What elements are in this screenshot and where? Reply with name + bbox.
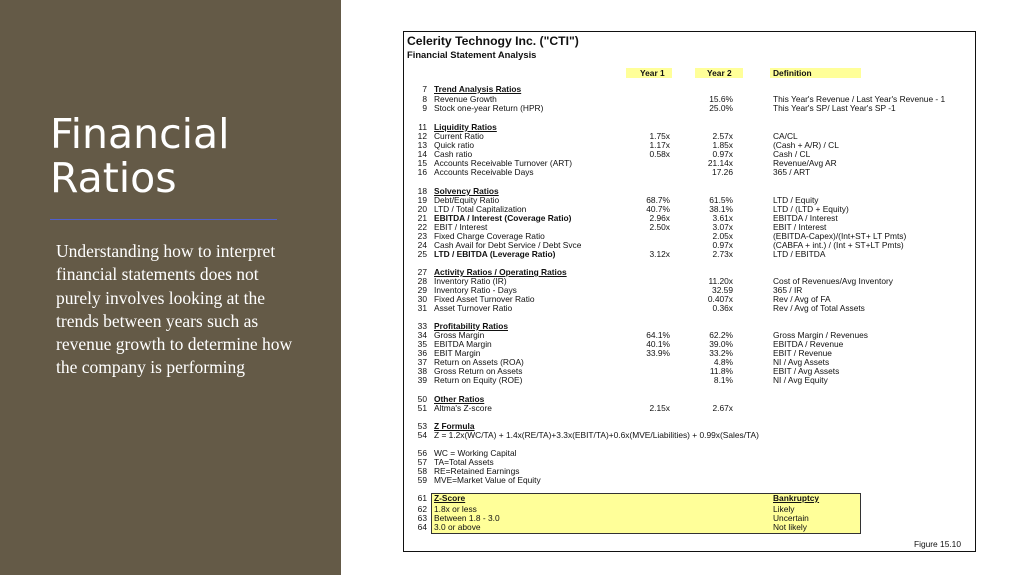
row-label: Stock one-year Return (HPR) (434, 103, 544, 113)
row-definition: (Cash + A/R) / CL (773, 140, 839, 150)
row-number: 50 (417, 394, 427, 404)
row-number: 30 (417, 294, 427, 304)
row-definition: Gross Margin / Revenues (773, 330, 868, 340)
row-year2-value: 21.14x (707, 158, 733, 168)
row-definition: EBIT / Revenue (773, 348, 832, 358)
row-definition: Likely (773, 504, 795, 514)
ratio-row (404, 85, 973, 94)
row-label: Other Ratios (434, 394, 485, 404)
row-label: Z-Score (434, 493, 466, 503)
row-label: Profitability Ratios (434, 321, 508, 331)
row-label: Z = 1.2x(WC/TA) + 1.4x(RE/TA)+3.3x(EBIT/TA)+0.6x(MVE/Liabilities) + 0.99x(Sales/TA) (434, 430, 759, 440)
row-year2-value: 4.8% (713, 357, 733, 367)
ratio-row (404, 431, 973, 440)
ratio-row (404, 322, 973, 331)
row-year1-value: 1.17x (649, 140, 670, 150)
row-number: 58 (417, 466, 427, 476)
row-label: Accounts Receivable Days (434, 167, 534, 177)
row-year2-value: 0.97x (712, 240, 733, 250)
row-definition: Rev / Avg of Total Assets (773, 303, 865, 313)
title-underline (50, 219, 277, 220)
row-label: Quick ratio (434, 140, 475, 150)
sheet-title: Celerity Technogy Inc. ("CTI") (407, 34, 579, 48)
row-year2-value: 3.07x (712, 222, 733, 232)
ratio-row (404, 404, 973, 413)
row-year1-value: 33.9% (646, 348, 670, 358)
row-label: Trend Analysis Ratios (434, 84, 522, 94)
row-definition: Rev / Avg of FA (773, 294, 831, 304)
row-label: MVE=Market Value of Equity (434, 475, 541, 485)
row-year2-value: 17.26 (712, 167, 733, 177)
slide-title (50, 112, 330, 200)
row-definition: Uncertain (773, 513, 809, 523)
row-definition: This Year's SP/ Last Year's SP -1 (773, 103, 896, 113)
row-label: EBIT Margin (434, 348, 481, 358)
row-label: EBITDA / Interest (Coverage Ratio) (434, 213, 572, 223)
row-number: 15 (417, 158, 427, 168)
row-label: Debt/Equity Ratio (434, 195, 500, 205)
row-number: 18 (417, 186, 427, 196)
row-label: Accounts Receivable Turnover (ART) (434, 158, 573, 168)
row-number: 39 (417, 375, 427, 385)
row-definition: (CABFA + int.) / (Int + ST+LT Pmts) (773, 240, 904, 250)
row-number: 37 (417, 357, 427, 367)
row-number: 23 (417, 231, 427, 241)
row-label: EBITDA Margin (434, 339, 492, 349)
row-year2-value: 39.0% (709, 339, 733, 349)
row-label: Liquidity Ratios (434, 122, 497, 132)
ratio-row (404, 250, 973, 259)
row-year2-value: 3.61x (712, 213, 733, 223)
row-number: 53 (417, 421, 427, 431)
row-number: 38 (417, 366, 427, 376)
row-definition: CA/CL (773, 131, 798, 141)
row-number: 7 (422, 84, 427, 94)
row-year2-value: 2.05x (712, 231, 733, 241)
row-number: 31 (417, 303, 427, 313)
row-number: 14 (417, 149, 427, 159)
ratio-row (404, 514, 973, 523)
row-number: 12 (417, 131, 427, 141)
row-label: Solvency Ratios (434, 186, 499, 196)
row-label: Inventory Ratio (IR) (434, 276, 507, 286)
row-number: 20 (417, 204, 427, 214)
row-definition: EBITDA / Revenue (773, 339, 844, 349)
row-number: 64 (417, 522, 427, 532)
row-number: 16 (417, 167, 427, 177)
row-number: 34 (417, 330, 427, 340)
ratio-row (404, 494, 973, 503)
row-definition: (EBITDA-Capex)/(Int+ST+ LT Pmts) (773, 231, 907, 241)
slide-body-text: Understanding how to interpret financial statements does not purely involves looking at the trends between years such as revenue growth to determine how the company is performing (56, 241, 293, 378)
row-definition: EBIT / Avg Assets (773, 366, 840, 376)
row-number: 29 (417, 285, 427, 295)
row-definition: Cost of Revenues/Avg Inventory (773, 276, 893, 286)
ratio-row (404, 523, 973, 532)
row-year2-value: 8.1% (713, 375, 733, 385)
row-number: 36 (417, 348, 427, 358)
row-definition: 365 / ART (773, 167, 811, 177)
row-number: 51 (417, 403, 427, 413)
row-number: 35 (417, 339, 427, 349)
row-label: Cash ratio (434, 149, 473, 159)
header-year2: Year 2 (695, 68, 743, 78)
ratio-row (404, 214, 973, 223)
row-label: RE=Retained Earnings (434, 466, 520, 476)
row-year2-value: 11.8% (709, 366, 733, 376)
row-label: Inventory Ratio - Days (434, 285, 517, 295)
row-label: 1.8x or less (434, 504, 477, 514)
row-definition: LTD / Equity (773, 195, 819, 205)
row-number: 9 (422, 103, 427, 113)
row-definition: EBIT / Interest (773, 222, 827, 232)
row-year2-value: 61.5% (709, 195, 733, 205)
row-definition: Bankruptcy (773, 493, 820, 503)
row-definition: 365 / IR (773, 285, 803, 295)
row-number: 8 (422, 94, 427, 104)
row-year1-value: 68.7% (646, 195, 670, 205)
row-label: Between 1.8 - 3.0 (434, 513, 500, 523)
row-definition: Not likely (773, 522, 807, 532)
row-year1-value: 40.7% (646, 204, 670, 214)
row-label: Activity Ratios / Operating Ratios (434, 267, 567, 277)
row-label: Revenue Growth (434, 94, 497, 104)
row-year2-value: 15.6% (709, 94, 733, 104)
ratio-row (404, 304, 973, 313)
row-year2-value: 2.67x (712, 403, 733, 413)
row-number: 61 (417, 493, 427, 503)
row-label: Return on Assets (ROA) (434, 357, 524, 367)
row-year2-value: 2.73x (712, 249, 733, 259)
ratio-row (404, 141, 973, 150)
row-label: EBIT / Interest (434, 222, 488, 232)
row-year1-value: 2.50x (649, 222, 670, 232)
row-label: LTD / Total Capitalization (434, 204, 527, 214)
row-year2-value: 0.407x (707, 294, 733, 304)
row-label: LTD / EBITDA (Leverage Ratio) (434, 249, 556, 259)
row-number: 13 (417, 140, 427, 150)
header-definition: Definition (770, 68, 861, 78)
header-year1: Year 1 (626, 68, 672, 78)
row-year2-value: 1.85x (712, 140, 733, 150)
row-label: Current Ratio (434, 131, 484, 141)
ratio-row (404, 132, 973, 141)
ratio-row (404, 123, 973, 132)
row-definition: LTD / (LTD + Equity) (773, 204, 849, 214)
row-definition: NI / Avg Assets (773, 357, 830, 367)
sheet-subtitle: Financial Statement Analysis (407, 49, 537, 60)
row-label: Return on Equity (ROE) (434, 375, 523, 385)
row-year1-value: 64.1% (646, 330, 670, 340)
row-label: Z Formula (434, 421, 475, 431)
row-year1-value: 0.58x (649, 149, 670, 159)
row-number: 24 (417, 240, 427, 250)
row-number: 57 (417, 457, 427, 467)
row-label: Fixed Asset Turnover Ratio (434, 294, 535, 304)
row-label: 3.0 or above (434, 522, 481, 532)
row-number: 56 (417, 448, 427, 458)
row-year2-value: 11.20x (708, 276, 733, 286)
row-number: 22 (417, 222, 427, 232)
row-label: TA=Total Assets (434, 457, 494, 467)
row-number: 59 (417, 475, 427, 485)
row-year2-value: 0.36x (712, 303, 733, 313)
financial-ratios-sheet (403, 31, 976, 552)
row-definition: Cash / CL (773, 149, 811, 159)
row-definition: EBITDA / Interest (773, 213, 838, 223)
row-number: 63 (417, 513, 427, 523)
row-number: 27 (417, 267, 427, 277)
row-definition: NI / Avg Equity (773, 375, 828, 385)
row-year2-value: 33.2% (709, 348, 733, 358)
row-number: 25 (417, 249, 427, 259)
ratio-row (404, 376, 973, 385)
row-year2-value: 25.0% (709, 103, 733, 113)
row-year1-value: 2.15x (649, 403, 670, 413)
row-label: WC = Working Capital (434, 448, 517, 458)
row-number: 19 (417, 195, 427, 205)
row-number: 54 (417, 430, 427, 440)
row-year2-value: 2.57x (712, 131, 733, 141)
row-definition: This Year's Revenue / Last Year's Revenue - 1 (773, 94, 946, 104)
slide-title-line1: Financial (50, 110, 230, 158)
row-year1-value: 1.75x (649, 131, 670, 141)
row-year1-value: 40.1% (646, 339, 670, 349)
row-year2-value: 38.1% (709, 204, 733, 214)
ratio-row (404, 476, 973, 485)
row-label: Asset Turnover Ratio (434, 303, 513, 313)
slide-title-line2: Ratios (50, 154, 177, 202)
row-label: Gross Return on Assets (434, 366, 523, 376)
row-year2-value: 0.97x (712, 149, 733, 159)
row-number: 28 (417, 276, 427, 286)
row-number: 11 (418, 122, 427, 132)
ratio-row (404, 104, 973, 113)
ratio-row (404, 168, 973, 177)
row-year2-value: 32.59 (712, 285, 733, 295)
row-definition: LTD / EBITDA (773, 249, 826, 259)
row-number: 21 (417, 213, 427, 223)
row-definition: Revenue/Avg AR (773, 158, 837, 168)
row-label: Fixed Charge Coverage Ratio (434, 231, 545, 241)
figure-label: Figure 15.10 (913, 539, 961, 549)
row-number: 62 (417, 504, 427, 514)
row-label: Cash Avail for Debt Service / Debt Svce (434, 240, 582, 250)
row-year1-value: 2.96x (649, 213, 670, 223)
row-year2-value: 62.2% (709, 330, 733, 340)
row-number: 33 (417, 321, 427, 331)
row-year1-value: 3.12x (649, 249, 670, 259)
row-label: Gross Margin (434, 330, 485, 340)
row-label: Altma's Z-score (434, 403, 492, 413)
ratio-row (404, 340, 973, 349)
